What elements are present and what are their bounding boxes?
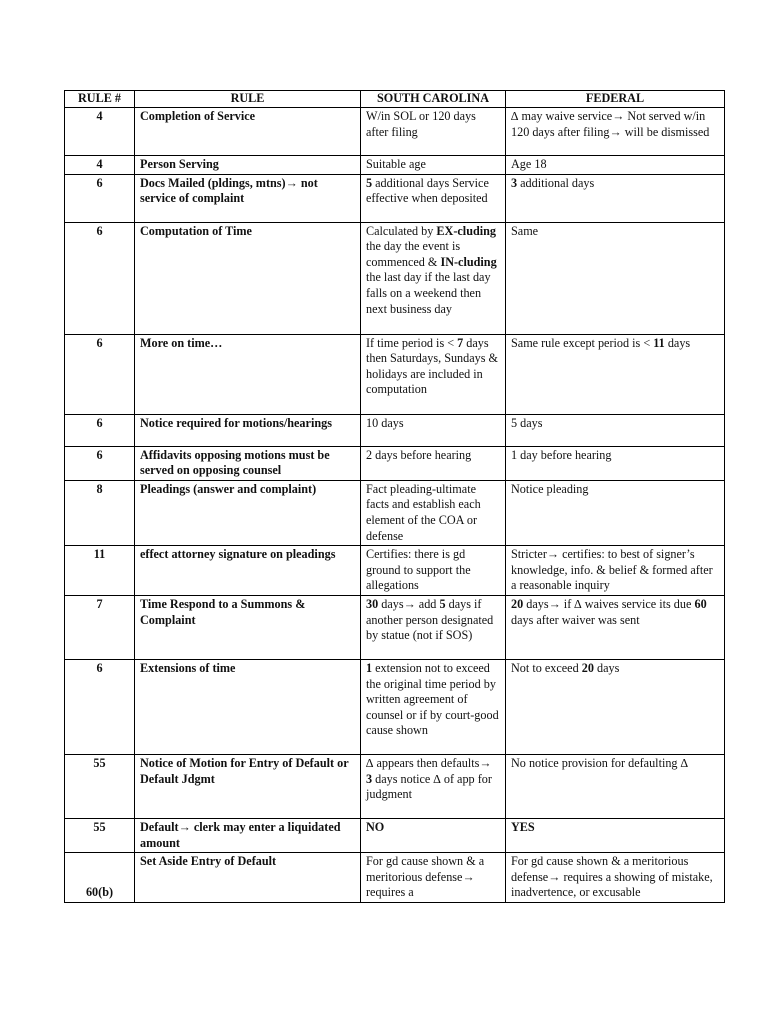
header-south-carolina: SOUTH CAROLINA [361, 91, 506, 108]
cell-text-segment: Not to exceed [511, 660, 582, 675]
cell-text-segment: Same rule except period is < [511, 335, 654, 350]
cell-text-segment: days→ add [378, 596, 440, 611]
federal-cell [506, 659, 725, 754]
cell-text-segment: days [593, 660, 620, 675]
cell-text-segment: For gd cause shown & a meritorious defense→ requires a showing of mistake, inadvertence, or excusable [511, 854, 713, 900]
cell-text-segment: days [664, 335, 691, 350]
rule-name-cell: More on time… [135, 334, 361, 414]
south-carolina-cell [361, 334, 506, 414]
rule-name-cell: Notice required for motions/hearings [135, 414, 361, 446]
cell-text-segment: ∆ may waive service→ Not served w/in 120 days after filing→ will be dismissed [511, 109, 710, 139]
cell-text-segment: EX-cluding [436, 223, 497, 238]
cell-text-segment: Suitable age [366, 157, 426, 171]
table-row [65, 595, 725, 659]
cell-text-segment: For gd cause shown & a meritorious defense→ requires a [366, 854, 485, 900]
cell-text-segment: additional days [517, 175, 595, 190]
table-row [65, 174, 725, 222]
rule-number-cell: 4 [65, 156, 135, 175]
rule-number-cell: 6 [65, 414, 135, 446]
rules-comparison-table [64, 90, 725, 903]
cell-text-segment: 5 [366, 175, 373, 190]
cell-text-segment: 30 [366, 596, 379, 611]
cell-text-segment: 20 [581, 660, 594, 675]
south-carolina-cell [361, 108, 506, 156]
table-row [65, 334, 725, 414]
cell-text-segment: Fact pleading-ultimate facts and establish each element of the COA or defense [366, 481, 481, 543]
cell-text-segment: Age 18 [511, 157, 547, 171]
rule-name-cell: Completion of Service [135, 108, 361, 156]
header-federal: FEDERAL [506, 91, 725, 108]
header-rule-number: RULE # [65, 91, 135, 108]
rule-number-cell: 55 [65, 754, 135, 818]
rule-number-cell: 7 [65, 595, 135, 659]
rule-name-cell: effect attorney signature on pleadings [135, 546, 361, 596]
cell-text-segment: the last day if the last day falls on a weekend then next business day [366, 270, 491, 316]
federal-cell [506, 818, 725, 852]
cell-text-segment: 2 days before hearing [366, 447, 472, 462]
south-carolina-cell [361, 222, 506, 334]
cell-text-segment: No notice provision for defaulting ∆ [511, 755, 689, 770]
rule-number-cell: 6 [65, 446, 135, 480]
cell-text-segment: 10 days [366, 415, 404, 430]
rule-number-cell: 6 [65, 222, 135, 334]
federal-cell [506, 108, 725, 156]
south-carolina-cell [361, 818, 506, 852]
header-rule: RULE [135, 91, 361, 108]
rule-name-cell: Extensions of time [135, 659, 361, 754]
cell-text-segment: ∆ appears then defaults→ [366, 755, 492, 770]
table-row [65, 853, 725, 903]
federal-cell [506, 174, 725, 222]
cell-text-segment: days notice ∆ of app for judgment [366, 771, 492, 802]
cell-text-segment: 5 [439, 596, 446, 611]
table-row [65, 546, 725, 596]
table-row [65, 108, 725, 156]
cell-text-segment: YES [511, 819, 535, 834]
table-row [65, 480, 725, 545]
rule-name-cell: Notice of Motion for Entry of Default or Default Jdgmt [135, 754, 361, 818]
cell-text-segment: 3 [511, 175, 518, 190]
cell-text-segment: extension not to exceed the original time period by written agreement of counsel or if by court-good cause shown [366, 660, 499, 738]
federal-cell [506, 546, 725, 596]
rule-name-cell: Docs Mailed (pldings, mtns)→ not service of complaint [135, 174, 361, 222]
cell-text-segment: days after waiver was sent [511, 612, 640, 627]
south-carolina-cell [361, 659, 506, 754]
cell-text-segment: days if another person designated by statue (not if SOS) [366, 596, 494, 643]
table-row [65, 818, 725, 852]
south-carolina-cell [361, 156, 506, 175]
cell-text-segment: 1 day before hearing [511, 447, 612, 462]
rule-number-cell: 55 [65, 818, 135, 852]
federal-cell [506, 156, 725, 175]
cell-text-segment: 20 [511, 596, 524, 611]
rule-name-cell: Pleadings (answer and complaint) [135, 480, 361, 545]
cell-text-segment: If time period is < [366, 335, 458, 350]
south-carolina-cell [361, 754, 506, 818]
rule-name-cell: Time Respond to a Summons & Complaint [135, 595, 361, 659]
federal-cell [506, 222, 725, 334]
table-row [65, 156, 725, 175]
cell-text-segment: W/in SOL or 120 days after filing [366, 109, 476, 139]
federal-cell [506, 754, 725, 818]
cell-text-segment: 11 [653, 335, 665, 350]
cell-text-segment: additional days Service effective when deposited [366, 175, 489, 206]
south-carolina-cell [361, 853, 506, 903]
cell-text-segment: Calculated by [366, 223, 437, 238]
rule-number-cell: 6 [65, 659, 135, 754]
south-carolina-cell [361, 174, 506, 222]
cell-text-segment: Same [511, 223, 539, 238]
rule-name-cell: Set Aside Entry of Default [135, 853, 361, 903]
cell-text-segment: 3 [366, 771, 373, 786]
table-body [65, 108, 725, 903]
cell-text-segment: 1 [366, 660, 373, 675]
table-row [65, 659, 725, 754]
cell-text-segment: 5 days [511, 415, 543, 430]
rule-name-cell: Affidavits opposing motions must be served on opposing counsel [135, 446, 361, 480]
cell-text-segment: IN-cluding [440, 254, 497, 269]
south-carolina-cell [361, 446, 506, 480]
table-row [65, 222, 725, 334]
rule-number-cell: 6 [65, 174, 135, 222]
cell-text-segment: Certifies: there is gd ground to support the allegations [366, 547, 471, 593]
rule-name-cell: Default→ clerk may enter a liquidated amount [135, 818, 361, 852]
rule-name-cell: Person Serving [135, 156, 361, 175]
rule-number-cell: 11 [65, 546, 135, 596]
federal-cell [506, 480, 725, 545]
rule-number-cell: 60(b) [65, 853, 135, 903]
rule-name-cell: Computation of Time [135, 222, 361, 334]
table-row [65, 414, 725, 446]
cell-text-segment: Notice pleading [511, 481, 589, 496]
table-row [65, 446, 725, 480]
federal-cell [506, 853, 725, 903]
south-carolina-cell [361, 414, 506, 446]
federal-cell [506, 595, 725, 659]
south-carolina-cell [361, 480, 506, 545]
cell-text-segment: 7 [457, 335, 464, 350]
cell-text-segment: the day the event is commenced & [366, 239, 461, 269]
table-header [65, 91, 725, 108]
cell-text-segment: Stricter→ certifies: to best of signer’s knowledge, info. & belief & formed after a reasonable inquiry [511, 547, 713, 593]
rule-number-cell: 4 [65, 108, 135, 156]
cell-text-segment: days then Saturdays, Sundays & holidays are included in computation [366, 335, 499, 397]
cell-text-segment: days→ if ∆ waives service its due [523, 596, 695, 611]
cell-text-segment: NO [366, 819, 385, 834]
south-carolina-cell [361, 595, 506, 659]
table-row [65, 754, 725, 818]
rule-number-cell: 6 [65, 334, 135, 414]
rule-number-cell: 8 [65, 480, 135, 545]
cell-text-segment: 60 [694, 596, 707, 611]
south-carolina-cell [361, 546, 506, 596]
federal-cell [506, 414, 725, 446]
header-row [65, 91, 725, 108]
federal-cell [506, 334, 725, 414]
federal-cell [506, 446, 725, 480]
